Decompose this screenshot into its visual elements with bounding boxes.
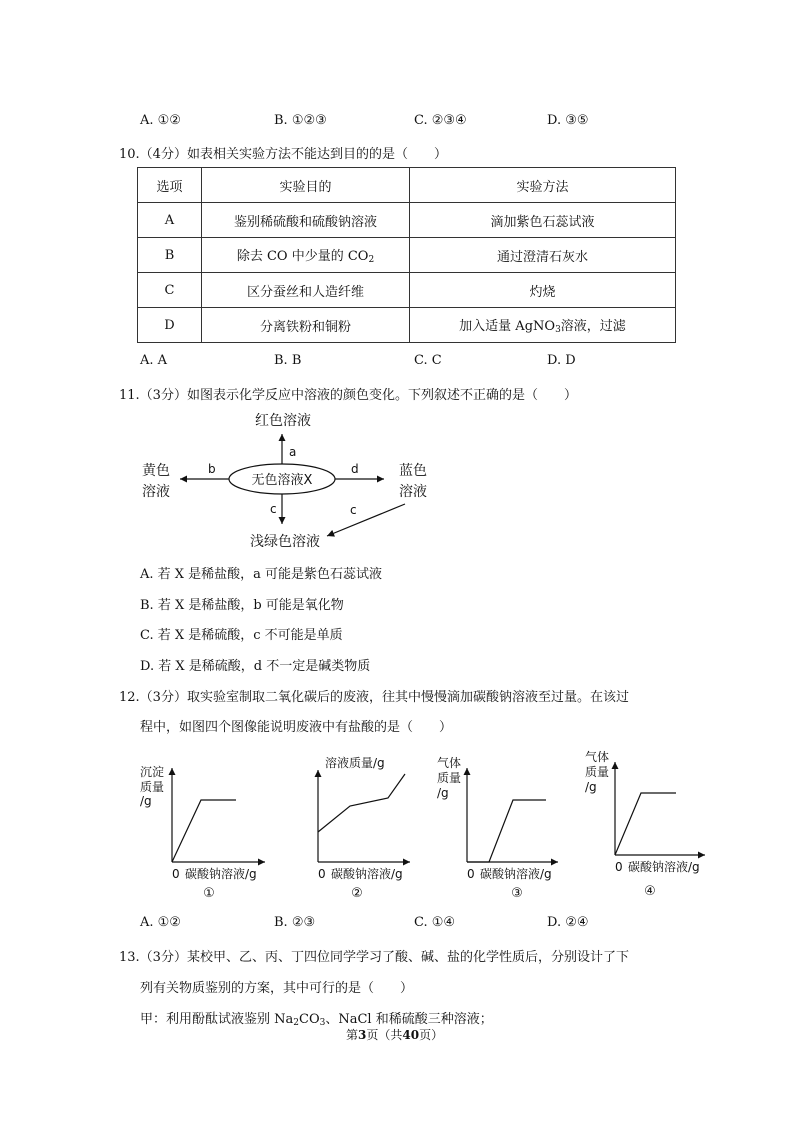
formula-text: 加入适量 AgNO (459, 319, 556, 334)
y-label-2: 质量 (140, 780, 165, 794)
y-label-3: /g (585, 780, 597, 794)
label-c-diagonal: c (350, 503, 357, 517)
q11-option-a: A. 若 X 是稀盐酸，a 可能是紫色石蕊试液 (140, 567, 383, 582)
q13-stem-line2: 列有关物质鉴别的方案，其中可行的是（ ） (140, 981, 414, 996)
graph-2 (318, 755, 410, 901)
y-label-1: 气体 (585, 750, 610, 764)
y-label-1: 溶液质量/g (325, 756, 385, 770)
table-cell: 滴加紫色石蕊试液 (410, 203, 676, 238)
y-label-2: 质量 (437, 771, 462, 785)
q12-stem-line2: 程中，如图四个图像能说明废液中有盐酸的是（ ） (140, 720, 453, 735)
graph-number: ① (203, 886, 215, 901)
graph-3 (437, 755, 558, 901)
node-top: 红色溶液 (255, 413, 311, 429)
node-right-1: 蓝色 (399, 463, 427, 479)
origin-label: 0 (172, 867, 180, 881)
origin-label: 0 (318, 867, 326, 881)
subscript: 3 (555, 325, 561, 335)
q10-option-b: B. B (274, 353, 302, 368)
curve (615, 793, 676, 855)
label-a: a (289, 445, 297, 459)
table-cell: C (138, 273, 202, 308)
x-label: 碳酸钠溶液/g (331, 867, 403, 881)
table-header: 实验目的 (202, 168, 410, 203)
q13-stem-line1: 13.（3分）某校甲、乙、丙、丁四位同学学习了酸、碱、盐的化学性质后，分别设计了下 (119, 950, 629, 965)
label-c-down: c (270, 502, 277, 516)
q13-jia-line (140, 1008, 493, 1028)
text: 、NaCl 和稀硫酸三种溶液； (325, 1012, 493, 1027)
footer-text: 页） (419, 1028, 444, 1042)
node-right-2: 溶液 (399, 484, 427, 500)
subscript: 2 (293, 1018, 299, 1028)
q12-stem-line1: 12.（3分）取实验室制取二氧化碳后的废液，往其中慢慢滴加碳酸钠溶液至过量。在该过 (119, 690, 629, 705)
q12-option-a: A. ①② (140, 915, 181, 930)
x-label: 碳酸钠溶液/g (628, 860, 700, 874)
page-number: 3 (358, 1028, 367, 1042)
q11-stem: 11.（3分）如图表示化学反应中溶液的颜色变化。下列叙述不正确的是（ ） (119, 388, 577, 403)
graph-number: ④ (644, 884, 656, 899)
node-bottom: 浅绿色溶液 (250, 534, 320, 550)
table-cell: D (138, 308, 202, 343)
table-header: 选项 (138, 168, 202, 203)
x-label: 碳酸钠溶液/g (480, 867, 552, 881)
table-cell: 分离铁粉和铜粉 (202, 308, 410, 343)
page-footer (346, 1026, 443, 1043)
curve (467, 800, 546, 862)
q9-option-c: C. ②③④ (414, 113, 467, 128)
q10-option-d: D. D (547, 353, 576, 368)
node-left-1: 黄色 (142, 463, 170, 479)
table-cell: 鉴别稀硫酸和硫酸钠溶液 (202, 203, 410, 238)
y-label-3: /g (437, 786, 449, 800)
node-left-2: 溶液 (142, 484, 170, 500)
q12-option-d: D. ②④ (547, 915, 589, 930)
center-label: 无色溶液X (251, 473, 313, 488)
table-cell: 通过澄清石灰水 (410, 238, 676, 273)
formula-text: 溶液，过滤 (560, 319, 626, 334)
q9-option-d: D. ③⑤ (547, 113, 589, 128)
footer-text: 页（共 (366, 1028, 403, 1042)
y-label-1: 沉淀 (140, 765, 165, 779)
footer-text: 第 (346, 1028, 359, 1042)
y-label-1: 气体 (437, 756, 462, 770)
origin-label: 0 (467, 867, 475, 881)
q10-option-c: C. C (414, 353, 442, 368)
total-pages: 40 (402, 1028, 420, 1042)
q11-option-d: D. 若 X 是稀硫酸，d 不一定是碱类物质 (140, 659, 371, 674)
y-label-3: /g (140, 794, 152, 808)
table-cell: 区分蚕丝和人造纤维 (202, 273, 410, 308)
q10-stem: 10.（4分）如表相关实验方法不能达到目的的是（ ） (119, 147, 447, 162)
label-b: b (208, 462, 216, 476)
subscript: 3 (319, 1018, 326, 1028)
table-cell: 灼烧 (410, 273, 676, 308)
y-label-2: 质量 (585, 765, 610, 779)
q11-option-b: B. 若 X 是稀盐酸，b 可能是氧化物 (140, 598, 344, 613)
q9-option-a: A. ①② (140, 113, 181, 128)
curve (318, 774, 405, 832)
table-cell: A (138, 203, 202, 238)
q12-option-b: B. ②③ (274, 915, 316, 930)
table-cell: B (138, 238, 202, 273)
x-label: 碳酸钠溶液/g (185, 867, 257, 881)
origin-label: 0 (615, 860, 623, 874)
q11-option-c: C. 若 X 是稀硫酸，c 不可能是单质 (140, 628, 343, 643)
q9-option-b: B. ①②③ (274, 113, 327, 128)
graph-1 (140, 764, 265, 901)
table-header: 实验方法 (410, 168, 676, 203)
q10-option-a: A. A (140, 353, 168, 368)
text: 甲：利用酚酞试液鉴别 Na (140, 1012, 294, 1027)
subscript: 2 (368, 255, 375, 265)
text: CO (299, 1012, 320, 1027)
graph-number: ② (351, 886, 363, 901)
graph-4 (585, 749, 705, 899)
label-d: d (351, 462, 359, 476)
graph-number: ③ (511, 886, 523, 901)
curve (172, 800, 236, 862)
formula-text: 除去 CO 中少量的 CO (236, 249, 369, 264)
q12-option-c: C. ①④ (414, 915, 456, 930)
